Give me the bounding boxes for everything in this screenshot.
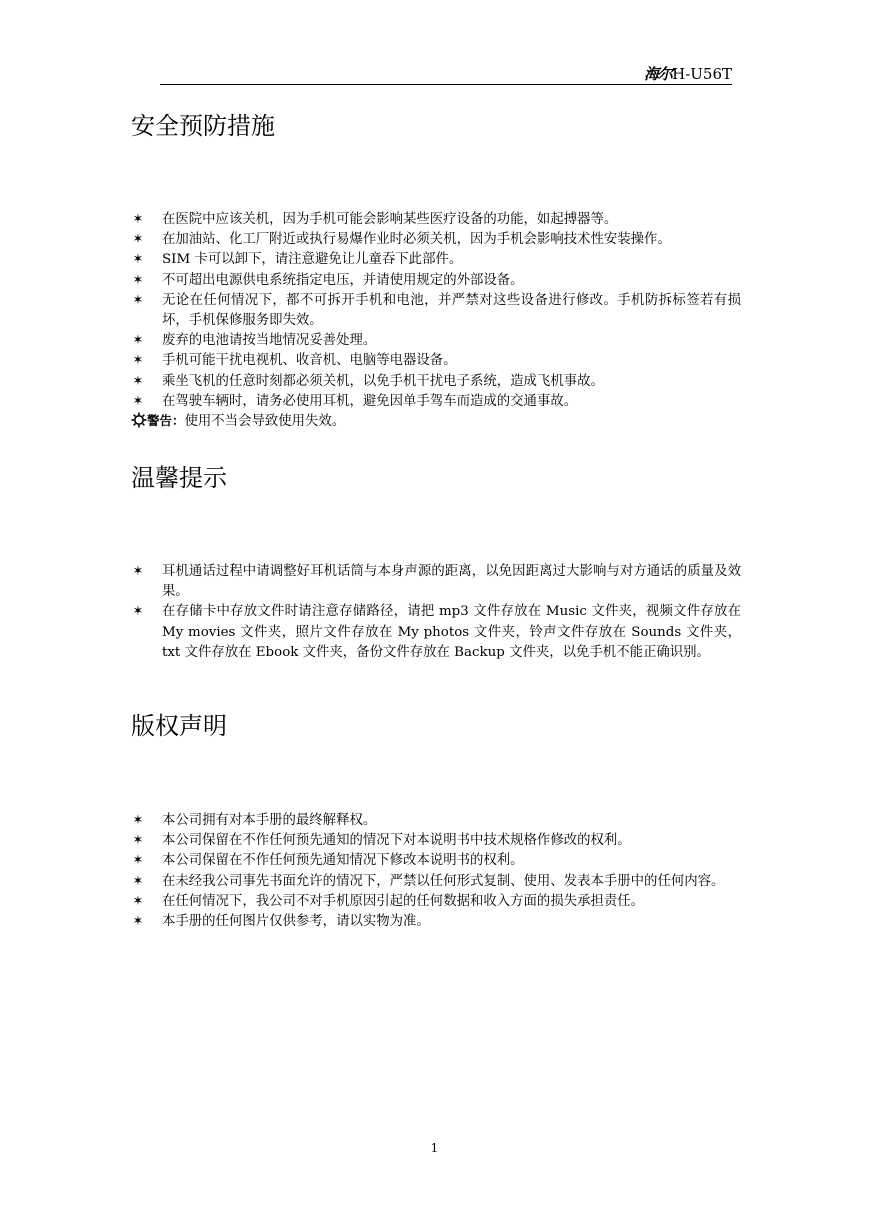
list-item: ✶ 本手册的任何图片仅供参考，请以实物为准。 <box>131 912 741 932</box>
list-item: ✶ 本公司拥有对本手册的最终解释权。 <box>131 811 741 831</box>
list-item: ✶ 无论在任何情况下，都不可拆开手机和电池，并严禁对这些设备进行修改。手机防拆标签若有损坏，手机保修服务即失效。 <box>132 292 741 329</box>
list-item: ✶ 在驾驶车辆时，请务必使用耳机，避免因单手驾车而造成的交通事故。 <box>131 392 741 412</box>
brand-logo: 海尔 <box>644 65 673 83</box>
brand-model <box>644 63 732 84</box>
tips-list <box>131 562 741 663</box>
star-bullet-icon: ✶ <box>132 353 144 369</box>
page-header <box>160 60 732 85</box>
section-title-safety: 安全预防措施 <box>131 112 275 140</box>
star-bullet-icon: ✶ <box>132 252 144 268</box>
list-item: ✶ 本公司保留在不作任何预先通知的情况下对本说明书中技术规格作修改的权利。 <box>131 831 741 851</box>
star-bullet-icon: ✶ <box>132 564 144 579</box>
section-title-tips: 温馨提示 <box>131 464 227 492</box>
safety-list <box>131 210 741 412</box>
list-item: ✶ SIM 卡可以卸下，请注意避免让儿童吞下此部件。 <box>131 250 741 270</box>
list-item: ✶ 手机可能干扰电视机、收音机、电脑等电器设备。 <box>131 351 741 371</box>
list-item: ✶ 不可超出电源供电系统指定电压，并请使用规定的外部设备。 <box>131 271 741 291</box>
list-item: ✶ 在加油站、化工厂附近或执行易爆作业时必须关机，因为手机会影响技术性安装操作。 <box>131 230 741 250</box>
star-bullet-icon: ✶ <box>132 873 144 889</box>
star-bullet-icon: ✶ <box>132 333 144 349</box>
list-item: ✶ 乘坐飞机的任意时刻都必须关机，以免手机干扰电子系统，造成飞机事故。 <box>131 372 741 392</box>
star-bullet-icon: ✶ <box>132 272 144 288</box>
warning-sun-icon <box>131 412 147 428</box>
warning-label: 警告： <box>147 413 185 428</box>
section-title-copyright: 版权声明 <box>131 712 227 740</box>
copyright-list <box>131 811 741 932</box>
star-bullet-icon: ✶ <box>132 833 144 849</box>
list-item: ✶ 在未经我公司事先书面允许的情况下，严禁以任何形式复制、使用、发表本手册中的任何内容。 <box>131 872 741 892</box>
star-bullet-icon: ✶ <box>132 604 144 620</box>
star-bullet-icon: ✶ <box>132 813 144 828</box>
list-item: ✶ 废弃的电池请按当地情况妥善处理。 <box>131 331 741 351</box>
star-bullet-icon: ✶ <box>132 292 144 308</box>
list-item: ✶ 在医院中应该关机，因为手机可能会影响某些医疗设备的功能，如起搏器等。 <box>131 210 741 230</box>
star-bullet-icon: ✶ <box>132 232 144 248</box>
model-name: H-U56T <box>672 65 732 83</box>
page-number: 1 <box>430 1141 439 1155</box>
list-item: ✶ 在存储卡中存放文件时请注意存储路径，请把 mp3 文件存放在 Music 文件夹，视频文件存放在 My movies 文件夹，照片文件存放在 My photos 文件夹，铃声文件存放在 Sounds 文件夹，txt 文件存放在 Ebook 文件夹，备份文件存放在 Backup 文件夹，以免手机不能正确识别。 <box>132 604 741 660</box>
list-item: ✶ 耳机通话过程中请调整好耳机话筒与本身声源的距离，以免因距离过大影响与对方通话的质量及效果。 <box>132 564 741 600</box>
star-bullet-icon: ✶ <box>132 393 144 409</box>
warning-text: 使用不当会导致使用失效。 <box>184 414 346 429</box>
star-bullet-icon: ✶ <box>132 853 144 869</box>
warning-note <box>131 411 345 432</box>
star-bullet-icon: ✶ <box>132 893 144 909</box>
list-item: ✶ 在任何情况下，我公司不对手机原因引起的任何数据和收入方面的损失承担责任。 <box>131 892 741 912</box>
star-bullet-icon: ✶ <box>132 373 144 389</box>
star-bullet-icon: ✶ <box>132 914 144 930</box>
list-item: ✶ 本公司保留在不作任何预先通知情况下修改本说明书的权利。 <box>131 851 741 871</box>
star-bullet-icon: ✶ <box>132 212 144 227</box>
